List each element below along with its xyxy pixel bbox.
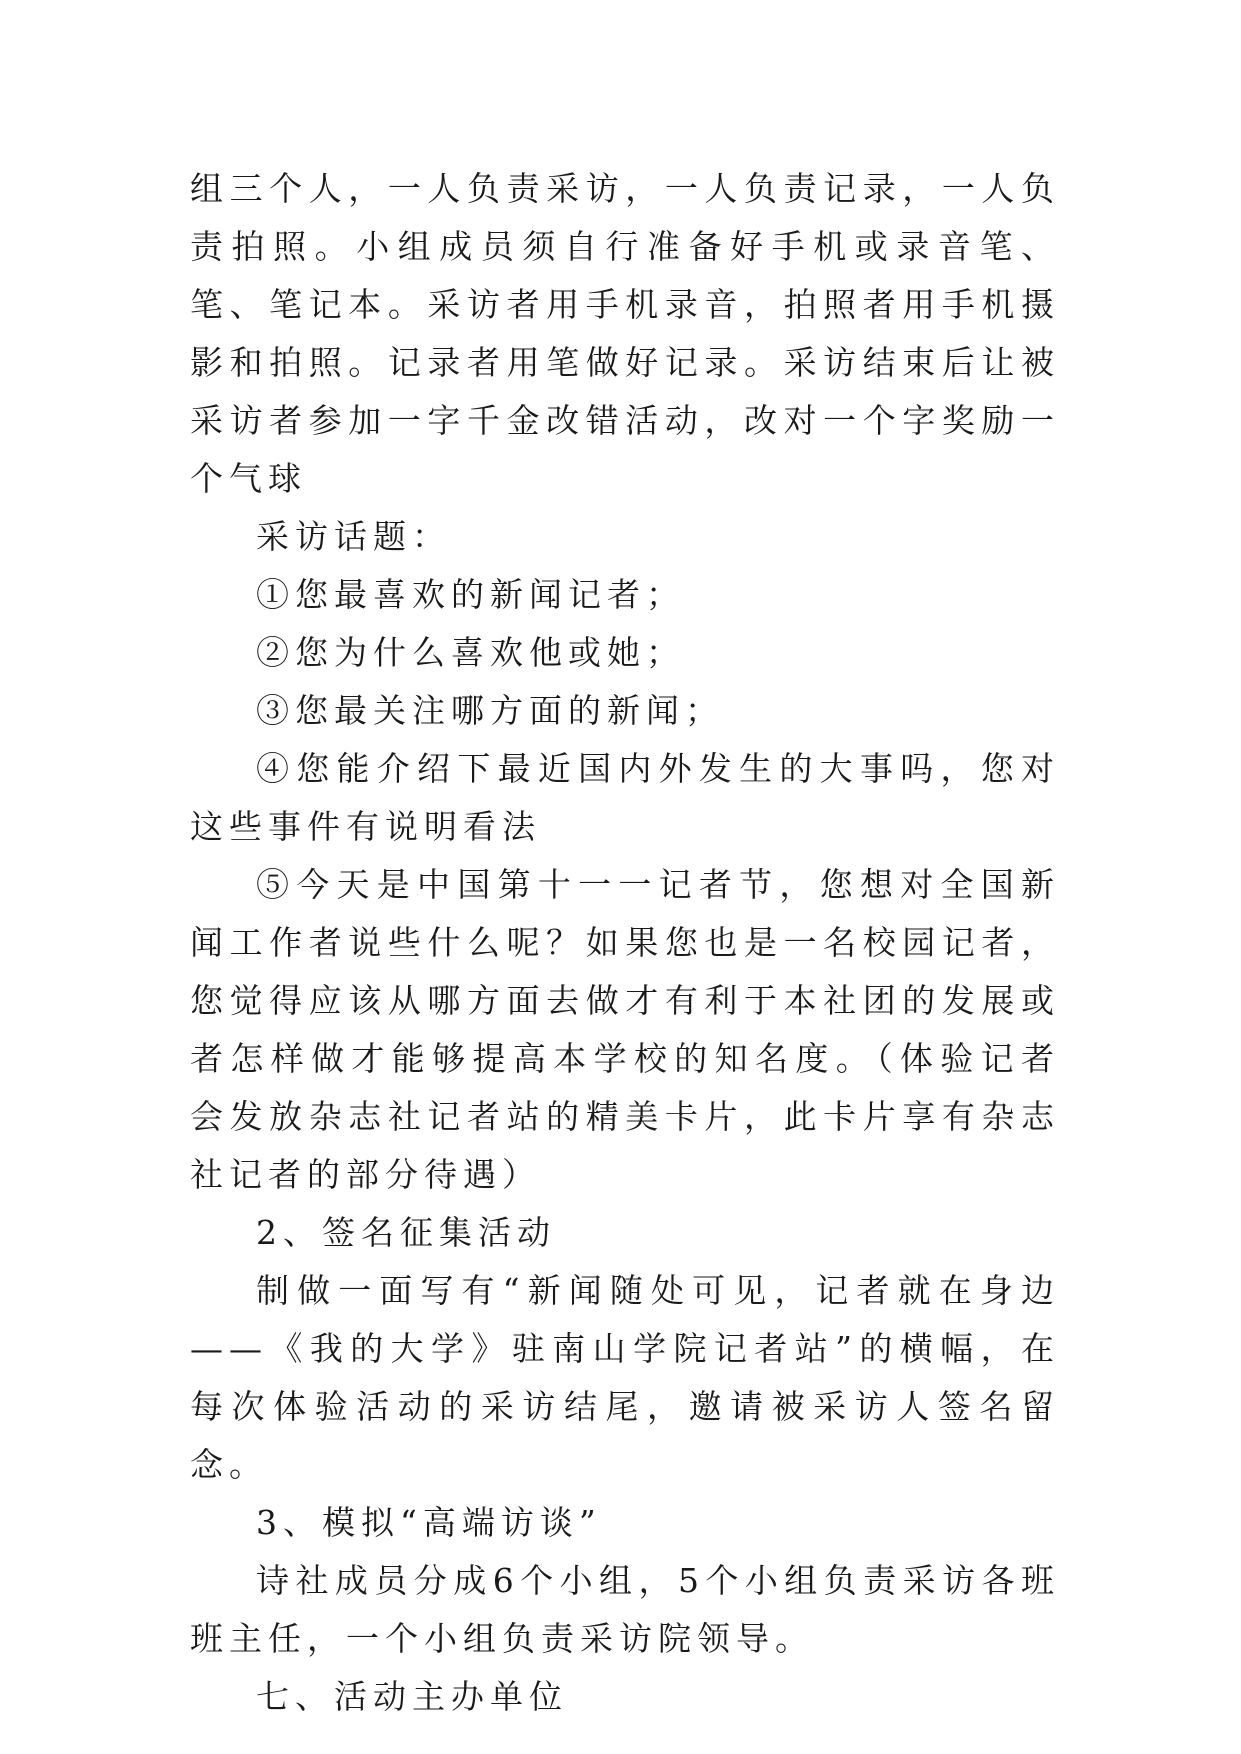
paragraph-topic-1: ①您最喜欢的新闻记者； [256, 575, 685, 614]
paragraph-topic-4: ④您能介绍下最近国内外发生的大事吗，您对这些事件有说明看法 [190, 749, 1060, 846]
section-heading-interview: 3、模拟“高端访谈” [256, 1503, 602, 1542]
document-body [190, 160, 1060, 1726]
paragraph-signature-banner: 制做一面写有“新闻随处可见，记者就在身边——《我的大学》驻南山学院记者站”的横幅，在每次体验活动的采访结尾，邀请被采访人签名留念。 [190, 1271, 1060, 1484]
paragraph-topic-2: ②您为什么喜欢他或她； [256, 633, 685, 672]
section-heading-organizer: 七、活动主办单位 [256, 1677, 568, 1716]
paragraph-topic-3: ③您最关注哪方面的新闻； [256, 691, 724, 730]
paragraph-interview-groups: 组三个人，一人负责采访，一人负责记录，一人负责拍照。小组成员须自行准备好手机或录音笔、笔、笔记本。采访者用手机录音，拍照者用手机摄影和拍照。记录者用笔做好记录。采访结束后让被采访者参加一字千金改错活动，改对一个字奖励一个气球 [190, 169, 1060, 498]
section-heading-signature: 2、签名征集活动 [256, 1213, 556, 1252]
paragraph-topics-heading: 采访话题： [256, 517, 451, 556]
paragraph-topic-5: ⑤今天是中国第十一一记者节，您想对全国新闻工作者说些什么呢？如果您也是一名校园记者，您觉得应该从哪方面去做才有利于本社团的发展或者怎样做才能够提高本学校的知名度。（体验记者会发放杂志社记者站的精美卡片，此卡片享有杂志社记者的部分待遇） [190, 865, 1060, 1194]
paragraph-interview-groups-split: 诗社成员分成6个小组，5个小组负责采访各班班主任，一个小组负责采访院领导。 [190, 1561, 1060, 1658]
